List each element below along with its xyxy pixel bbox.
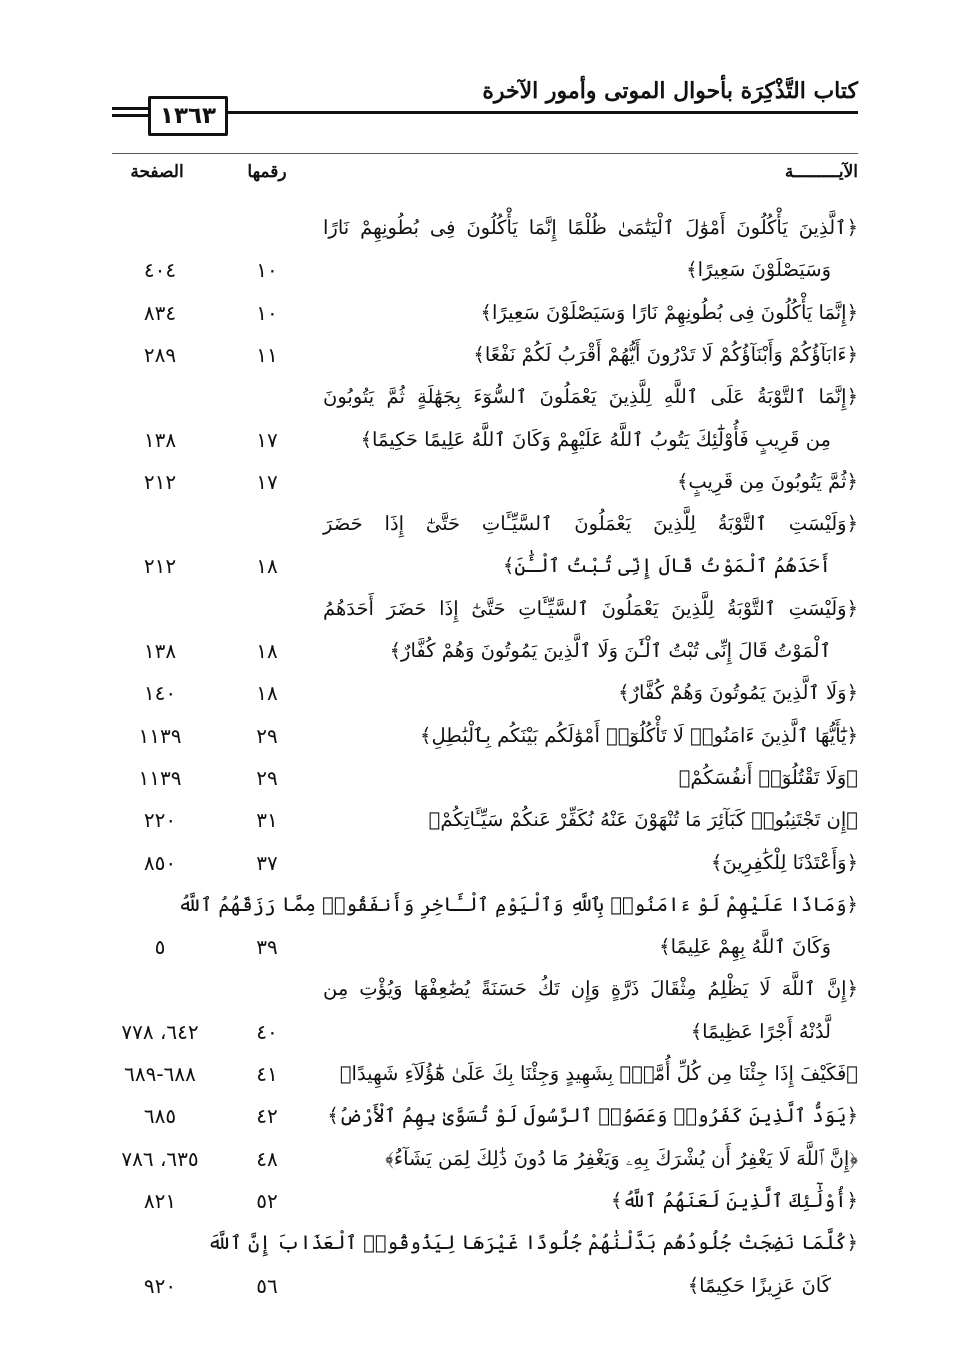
table-row-line: [0, 503, 953, 545]
verse-number: ١٨: [256, 681, 278, 706]
column-header-verse: الآيـــــــــة: [784, 162, 858, 182]
table-row-line: [0, 461, 953, 503]
verse-text: ﴿يَوَدُّ ٱلَّذِينَ كَفَرُوا۟ وَعَصَوُا۟ ٱلرَّسُولَ لَوْ تُسَوَّىٰ بِهِمُ ٱلْأَرْضُ﴾: [327, 1104, 858, 1128]
verse-text: ﴿إِنَّمَا ٱلتَّوْبَةُ عَلَى ٱللَّهِ لِلَّذِينَ يَعْمَلُونَ ٱلسُّوٓءَ بِجَهَٰلَةٍ ثُمَّ يَتُوبُونَ: [323, 385, 858, 409]
table-row-line: [0, 715, 953, 757]
table-row-line: [0, 249, 953, 291]
page-reference: ٢١٢: [143, 469, 177, 494]
header-rule: [222, 111, 858, 114]
page-reference: ١١٣٩: [138, 765, 182, 790]
verse-number: ١١: [256, 342, 278, 367]
page-reference: ٢١٢: [143, 554, 177, 579]
column-header-number: رقمها: [247, 162, 287, 182]
verse-text: كَانَ عَزِيزًا حَكِيمًا﴾: [687, 1273, 831, 1297]
table-row-line: [0, 799, 953, 841]
verse-text: ﴿فَكَيْفَ إِذَا جِئْنَا مِن كُلِّ أُمَّةٍۭ بِشَهِيدٍ وَجِئْنَا بِكَ عَلَىٰ هَٰٓؤُلَآءِ شَهِيدًا﴾: [339, 1062, 858, 1085]
header-rule-left-top: [112, 107, 150, 110]
verse-text: وَكَانَ ٱللَّهُ بِهِمْ عَلِيمًا﴾: [659, 935, 831, 959]
verse-number: ١٨: [256, 639, 278, 663]
table-row-line: [0, 1053, 953, 1095]
page-reference: ٨٥٠: [143, 850, 177, 875]
verse-text: ﴿أُوْلَٰٓئِكَ ٱلَّذِينَ لَعَنَهُمُ ٱللَّهُ﴾: [610, 1188, 858, 1212]
verse-number: ٤١: [256, 1062, 278, 1086]
table-row-line: [0, 419, 953, 461]
page-reference: ٢٢٠: [143, 808, 177, 833]
verse-number: ٥٦: [256, 1273, 278, 1298]
verse-text: وَسَيَصْلَوْنَ سَعِيرًا﴾: [686, 258, 831, 282]
verse-text: أَحَدَهُمُ ٱلْمَوْتُ قَالَ إِنِّى تُبْتُ ٱلْـَٰٔنَ﴾: [502, 554, 831, 578]
verse-number: ٣١: [256, 808, 278, 833]
table-row-line: [0, 1222, 953, 1264]
table-row-line: [0, 926, 953, 968]
verse-number: ١٧: [256, 469, 278, 494]
table-row-line: [0, 672, 953, 714]
verse-text: ﴿يَٰٓأَيُّهَا ٱلَّذِينَ ءَامَنُوا۟ لَا تَأْكُلُوٓا۟ أَمْوَٰلَكُم بَيْنَكُم بِٱلْبَٰطِلِ﴾: [420, 723, 858, 747]
page-reference: ٥: [154, 935, 166, 960]
page-reference: ٨٢١: [143, 1188, 177, 1213]
verse-text: ﴿إِنَّمَا يَأْكُلُونَ فِى بُطُونِهِمْ نَارًا وَسَيَصْلَوْنَ سَعِيرًا﴾: [480, 300, 858, 324]
verse-text: ﴿إِن تَجْتَنِبُوا۟ كَبَآئِرَ مَا تُنْهَوْنَ عَنْهُ نُكَفِّرْ عَنكُمْ سَيِّـَٔاتِكُمْ﴾: [428, 808, 858, 832]
page-reference: ٦٣٥، ٧٨٦: [121, 1146, 199, 1171]
page-reference: ٦٤٢، ٧٧٨: [121, 1019, 199, 1044]
table-row-line: [0, 1180, 953, 1222]
page-reference: ٤٠٤: [143, 258, 177, 283]
verse-text: ﴿ثُمَّ يَتُوبُونَ مِن قَرِيبٍ﴾: [676, 469, 858, 493]
table-row-line: [0, 376, 953, 418]
verse-text: ﴿وَلَا ٱلَّذِينَ يَمُوتُونَ وَهُمْ كُفَّارٌ﴾: [618, 681, 858, 705]
header-rule-left-bottom: [112, 114, 150, 117]
page-reference: ٢٨٩: [143, 342, 177, 367]
verse-text: ﴿إِنَّ ٱللَّهَ لَا يَغْفِرُ أَن يُشْرَكَ بِهِۦ وَيَغْفِرُ مَا دُونَ ذَٰلِكَ لِمَن يَشَآءُ﴾: [385, 1146, 858, 1170]
verse-number: ٤٢: [256, 1104, 278, 1129]
table-row-line: [0, 968, 953, 1010]
verse-number: ١٠: [256, 300, 278, 325]
verse-text: ﴿وَأَعْتَدْنَا لِلْكَٰفِرِينَ﴾: [710, 850, 858, 874]
page-reference: ٨٣٤: [143, 300, 177, 325]
column-header-page: الصفحة: [130, 162, 184, 182]
page-number: ١٣٦٣: [148, 96, 228, 136]
verse-number: ٢٩: [256, 723, 278, 748]
verse-number: ٢٩: [256, 765, 278, 790]
verse-text: ﴿ءَابَآؤُكُمْ وَأَبْنَآؤُكُمْ لَا تَدْرُونَ أَيُّهُمْ أَقْرَبُ لَكُمْ نَفْعًا﴾: [473, 342, 858, 366]
page-reference: ١٣٨: [143, 427, 177, 452]
verse-text: ﴿وَلَيْسَتِ ٱلتَّوْبَةُ لِلَّذِينَ يَعْمَلُونَ ٱلسَّيِّـَٔاتِ حَتَّىٰٓ إِذَا حَضَرَ: [323, 512, 858, 536]
verse-text: ﴿ٱلَّذِينَ يَأْكُلُونَ أَمْوَٰلَ ٱلْيَتَٰمَىٰ ظُلْمًا إِنَّمَا يَأْكُلُونَ فِى بُطُونِهِمْ نَارًا: [323, 216, 858, 239]
verse-text: ﴿كُلَّمَا نَضِجَتْ جُلُودُهُم بَدَّلْنَٰهُمْ جُلُودًا غَيْرَهَا لِيَذُوقُوا۟ ٱلْعَذَابَ إِنَّ ٱللَّهَ: [207, 1231, 858, 1255]
verse-number: ٥٢: [256, 1188, 278, 1213]
verse-text: مِن قَرِيبٍ فَأُوْلَٰٓئِكَ يَتُوبُ ٱللَّهُ عَلَيْهِمْ وَكَانَ ٱللَّهُ عَلِيمًا حَكِيمًا﴾: [360, 427, 831, 451]
table-row-line: [0, 884, 953, 926]
table-row-line: [0, 334, 953, 376]
verse-text: ﴿وَلَيْسَتِ ٱلتَّوْبَةُ لِلَّذِينَ يَعْمَلُونَ ٱلسَّيِّـَٔاتِ حَتَّىٰٓ إِذَا حَضَرَ أَحَدَهُمُ: [323, 596, 858, 620]
verse-number: ٤٠: [256, 1019, 278, 1044]
verse-number: ٣٩: [256, 935, 278, 960]
table-row-line: [0, 842, 953, 884]
table-row-line: [0, 588, 953, 630]
table-row-line: [0, 545, 953, 587]
verse-number: ١٠: [256, 258, 278, 283]
page-reference: ١٤٠: [143, 681, 177, 706]
verse-text: ﴿إِنَّ ٱللَّهَ لَا يَظْلِمُ مِثْقَالَ ذَرَّةٍ وَإِن تَكُ حَسَنَةً يُضَٰعِفْهَا وَيُؤْتِ مِن: [323, 977, 858, 1001]
table-row-line: [0, 1138, 953, 1180]
verse-number: ٣٧: [256, 850, 278, 875]
table-row-line: [0, 1265, 953, 1307]
page-reference: ٩٢٠: [143, 1273, 177, 1298]
page-reference: ١١٣٩: [138, 723, 182, 748]
verse-text: لَّدُنْهُ أَجْرًا عَظِيمًا﴾: [690, 1019, 831, 1043]
table-row-line: [0, 757, 953, 799]
verse-text: ٱلْمَوْتُ قَالَ إِنِّى تُبْتُ ٱلْـَٰٔنَ وَلَا ٱلَّذِينَ يَمُوتُونَ وَهُمْ كُفَّارٌ﴾: [389, 639, 831, 662]
column-header-top-rule: [112, 153, 858, 154]
table-row-line: [0, 630, 953, 672]
verse-text: ﴿وَلَا تَقْتُلُوٓا۟ أَنفُسَكُمْ﴾: [678, 765, 858, 789]
book-title: كتاب التَّذْكِرَة بأحوال الموتى وأمور الآخرة: [482, 78, 858, 104]
table-row-line: [0, 292, 953, 334]
table-row-line: [0, 207, 953, 249]
verse-number: ١٧: [256, 427, 278, 452]
page-reference: ١٣٨: [143, 639, 177, 663]
page-reference: ٦٨٨-٦٨٩: [124, 1062, 196, 1086]
page-reference: ٦٨٥: [143, 1104, 177, 1129]
verse-number: ٤٨: [256, 1146, 278, 1171]
table-row-line: [0, 1095, 953, 1137]
verse-text: ﴿وَمَاذَا عَلَيْهِمْ لَوْ ءَامَنُوا۟ بِٱللَّهِ وَٱلْيَوْمِ ٱلْـَٔاخِرِ وَأَنفَقُوا۟ مِمَّا رَزَقَهُمُ ٱللَّهُ: [177, 892, 858, 916]
verse-number: ١٨: [256, 554, 278, 579]
table-row-line: [0, 1011, 953, 1053]
